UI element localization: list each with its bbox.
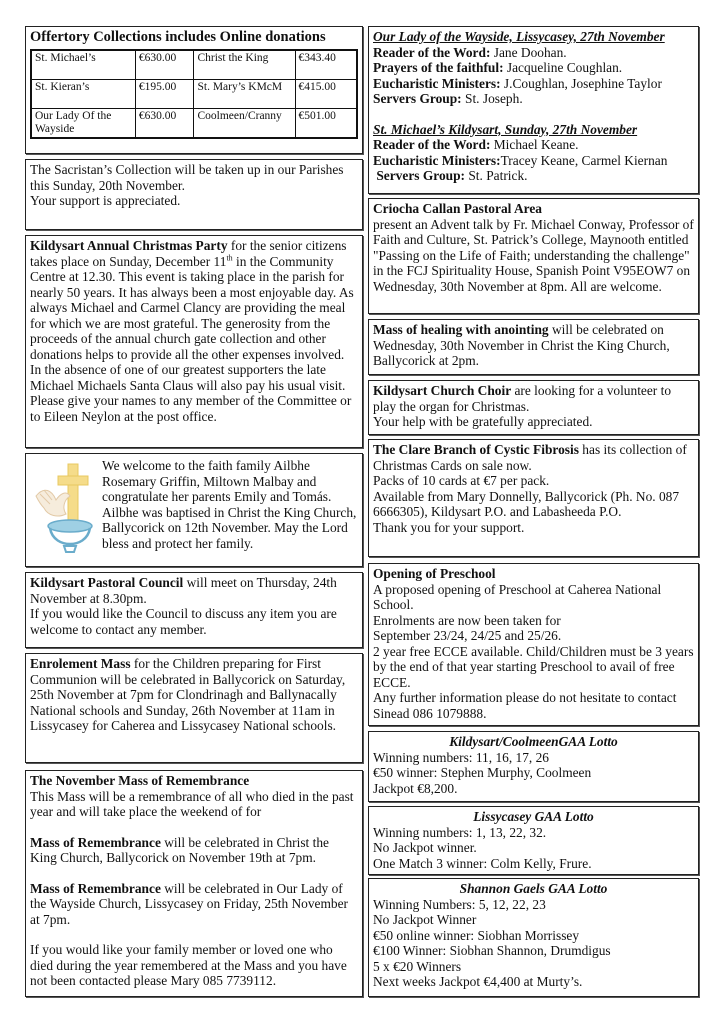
baptism-box [25,453,363,567]
rota-michaels-title: St. Michael’s Kildysart, Sunday, 27th November [373,121,638,137]
baptism-text: We welcome to the faith family Ailbhe Rosemary Griffin, Miltown Malbay and congratulate her parents Emily and Tomás. Ailbhe was baptised in Christ the King Church, Ballycorick on 12th November. May the Lord bless and protect her family. [102,458,357,551]
rota-value: St. Joseph. [461,91,523,106]
lotto-line: One Match 3 winner: Colm Kelly, Frure. [373,855,592,871]
lotto-lissycasey-box [368,806,699,875]
rota-label: Reader of the Word: [373,44,491,60]
cystic-line: Thank you for your support. [373,519,525,535]
table-cell: Christ the King [194,50,295,80]
lotto-lissycasey-title: Lissycasey GAA Lotto [473,809,594,824]
cystic-title: The Clare Branch of Cystic Fibrosis [373,442,579,457]
rota-value: Tracey Keane, Carmel Kiernan [500,152,668,168]
lotto-line: No Jackpot Winner [373,912,477,927]
offertory-table [30,49,358,139]
pastoral-council-title: Kildysart Pastoral Council [30,575,184,590]
offertory-title: Offertory Collections includes Online donations [30,29,326,45]
table-cell: €501.00 [295,109,357,139]
table-cell: €630.00 [135,109,194,139]
lotto-line: €50 winner: Stephen Murphy, Coolmeen [373,765,592,780]
cystic-box [368,439,699,557]
preschool-line: Enrolments are now been taken for [373,612,561,628]
criocha-text: present an Advent talk by Fr. Michael Conway, Professor of Faith and Culture, St. Patrick’s College, Maynooth entitled "Passing on the Life of Faith; understanding the challenge" in the FCJ Spirituality House, Spanish Point V95EOW7 on Wednesday, 30th November at 8pm. All are welcome. [373,216,694,294]
rota-label: Eucharistic Ministers: [373,152,501,168]
rota-label: Reader of the Word: [373,137,491,152]
lotto-line: 5 x €20 Winners [373,958,462,974]
remembrance-outro: If you would like your family member or loved one who died during the year remembered at the Mass and you have not been contacted please Mary 085 7739112. [30,942,347,988]
lotto-line: Winning Numbers: 5, 12, 22, 23 [373,896,546,912]
lotto-line: Winning numbers: 1, 13, 22, 32. [373,824,547,840]
lotto-line: €100 Winner: Siobhan Shannon, Drumdigus [373,943,611,958]
healing-box [368,319,699,375]
preschool-line: A proposed opening of Preschool at Caherea National School. [373,581,662,612]
remembrance-m2-text: will be celebrated in Our Lady of the Wayside Church, Lissycasey on Friday, 25th November at 7pm. [30,880,348,927]
sacristan-line: Your support is appreciated. [30,193,181,208]
rota-line [373,168,694,184]
rota-value: Michael Keane. [490,137,579,152]
preschool-box [368,563,699,726]
preschool-line: Any further information please do not hesitate to contact Sinead 086 1079888. [373,690,677,721]
lotto-shannon-title: Shannon Gaels GAA Lotto [459,881,608,896]
choir-text: are looking for a volunteer to play the organ for Christmas. [373,383,672,414]
criocha-title: Criocha Callan Pastoral Area [373,201,542,216]
offertory-box [25,26,363,154]
rota-line [373,153,694,169]
lotto-kildysart-title: Kildysart/CoolmeenGAA Lotto [449,734,618,749]
rota-value: St. Patrick. [465,168,528,183]
rota-value: Jacqueline Coughlan. [503,60,623,75]
rota-wayside-title: Our Lady of the Wayside, Lissycasey, 27th November [373,29,665,44]
rota-box [368,26,699,194]
christmas-party-box [25,235,363,448]
enrolement-text: for the Children preparing for First Communion will be celebrated in Ballycorick on Saturday, 25th November at 7pm for Clondrinagh and Ballynacally National schools and Sunday, 26th November at 11am in Lissycasey for Caherea and Lissycasey National schools. [30,656,346,733]
rota-value: J.Coughlan, Josephine Taylor [500,75,662,91]
rota-line [373,137,694,153]
rota-line [373,76,694,92]
table-cell: St. Mary’s KMcM [194,80,295,109]
rota-label: Servers Group: [373,91,462,106]
pastoral-council-text2: If you would like the Council to discuss any item you are welcome to contact any member. [30,606,337,637]
remembrance-m1-title: Mass of Remembrance [30,834,161,850]
ordinal-suffix: th [226,253,233,263]
enrolement-box [25,653,363,763]
baptism-dove-cross-font-icon [30,460,96,560]
cystic-text: has its collection of Christmas Cards on sale now. [373,442,687,473]
preschool-line: 2 year free ECCE available. Child/Children must be 3 years by the end of that year starting Preschool to avail of free ECCE. [373,643,694,690]
criocha-box [368,198,699,314]
rota-line [373,91,694,107]
lotto-line: €50 online winner: Siobhan Morrissey [373,927,580,943]
table-row [31,50,357,80]
rota-label: Servers Group: [373,168,465,183]
remembrance-m1-text: will be celebrated in Christ the King Church, Ballycorick on November 19th at 7pm. [30,834,329,865]
table-cell: St. Michael’s [31,50,135,80]
sacristan-line: The Sacristan’s Collection will be taken up in our Parishes this Sunday, 20th November. [30,162,344,193]
remembrance-m2-title: Mass of Remembrance [30,880,161,896]
remembrance-title: The November Mass of Remembrance [30,773,250,788]
lotto-line: Winning numbers: 11, 16, 17, 26 [373,749,550,765]
christmas-party-text-a: for the senior citizens takes place on Sunday, December 11 [30,238,347,269]
table-cell: Our Lady Of the Wayside [31,109,135,139]
rota-line [373,60,694,76]
sacristan-box [25,159,363,230]
table-cell: €195.00 [135,80,194,109]
healing-text: will be celebrated on Wednesday, 30th November in Christ the King Church, Ballycorick at 2pm. [373,322,670,368]
pastoral-council-text: will meet on Thursday, 24th November at 8.30pm. [30,575,337,606]
rota-label: Eucharistic Ministers: [373,75,501,91]
healing-title: Mass of healing with anointing [373,322,549,337]
table-cell: St. Kieran’s [31,80,135,109]
table-cell: €415.00 [295,80,357,109]
table-row [31,109,357,139]
pastoral-council-box [25,572,363,648]
table-cell: €343.40 [295,50,357,80]
cystic-line: Available from Mary Donnelly, Ballycorick (Ph. No. 087 6666305), Kildysart P.O. and Labasheeda P.O. [373,488,680,519]
rota-value: Jane Doohan. [490,44,567,60]
remembrance-box [25,770,363,997]
cystic-line: Packs of 10 cards at €7 per pack. [373,473,550,488]
rota-label: Prayers of the faithful: [373,60,504,75]
choir-box [368,380,699,435]
rota-line [373,45,694,61]
choir-text2: Your help with be gratefully appreciated. [373,414,593,429]
christmas-party-text-b: in the Community Centre at 12.30. This event is taking place in the parish for nearly 50 years. It has always been a most enjoyable day. As always Michael and Carmel Clancy are providing the meal for which we are most grateful. The generosity from the proceeds of the annual church gate collection and other donations helps to provide all the other expenses involved. In the absence of one of our greatest supporters the late Michael Michaels Santa Claus will also pay his usual visit. Please give your names to any member of the Committee or to Eileen Neylon at the post office. [30,253,354,424]
lotto-line: No Jackpot winner. [373,840,477,855]
remembrance-intro: This Mass will be a remembrance of all who died in the past year and will take place the weekend of for [30,788,354,819]
lotto-line: Next weeks Jackpot €4,400 at Murty’s. [373,974,583,989]
preschool-line: September 23/24, 24/25 and 25/26. [373,628,562,643]
lotto-kildysart-box [368,731,699,802]
christmas-party-title: Kildysart Annual Christmas Party [30,238,228,253]
enrolement-title: Enrolement Mass [30,656,131,671]
lotto-line: Jackpot €8,200. [373,780,458,796]
table-cell: €630.00 [135,50,194,80]
preschool-title: Opening of Preschool [373,566,496,581]
table-cell: Coolmeen/Cranny [194,109,295,139]
choir-title: Kildysart Church Choir [373,383,512,398]
lotto-shannon-box [368,878,699,997]
table-row [31,80,357,109]
